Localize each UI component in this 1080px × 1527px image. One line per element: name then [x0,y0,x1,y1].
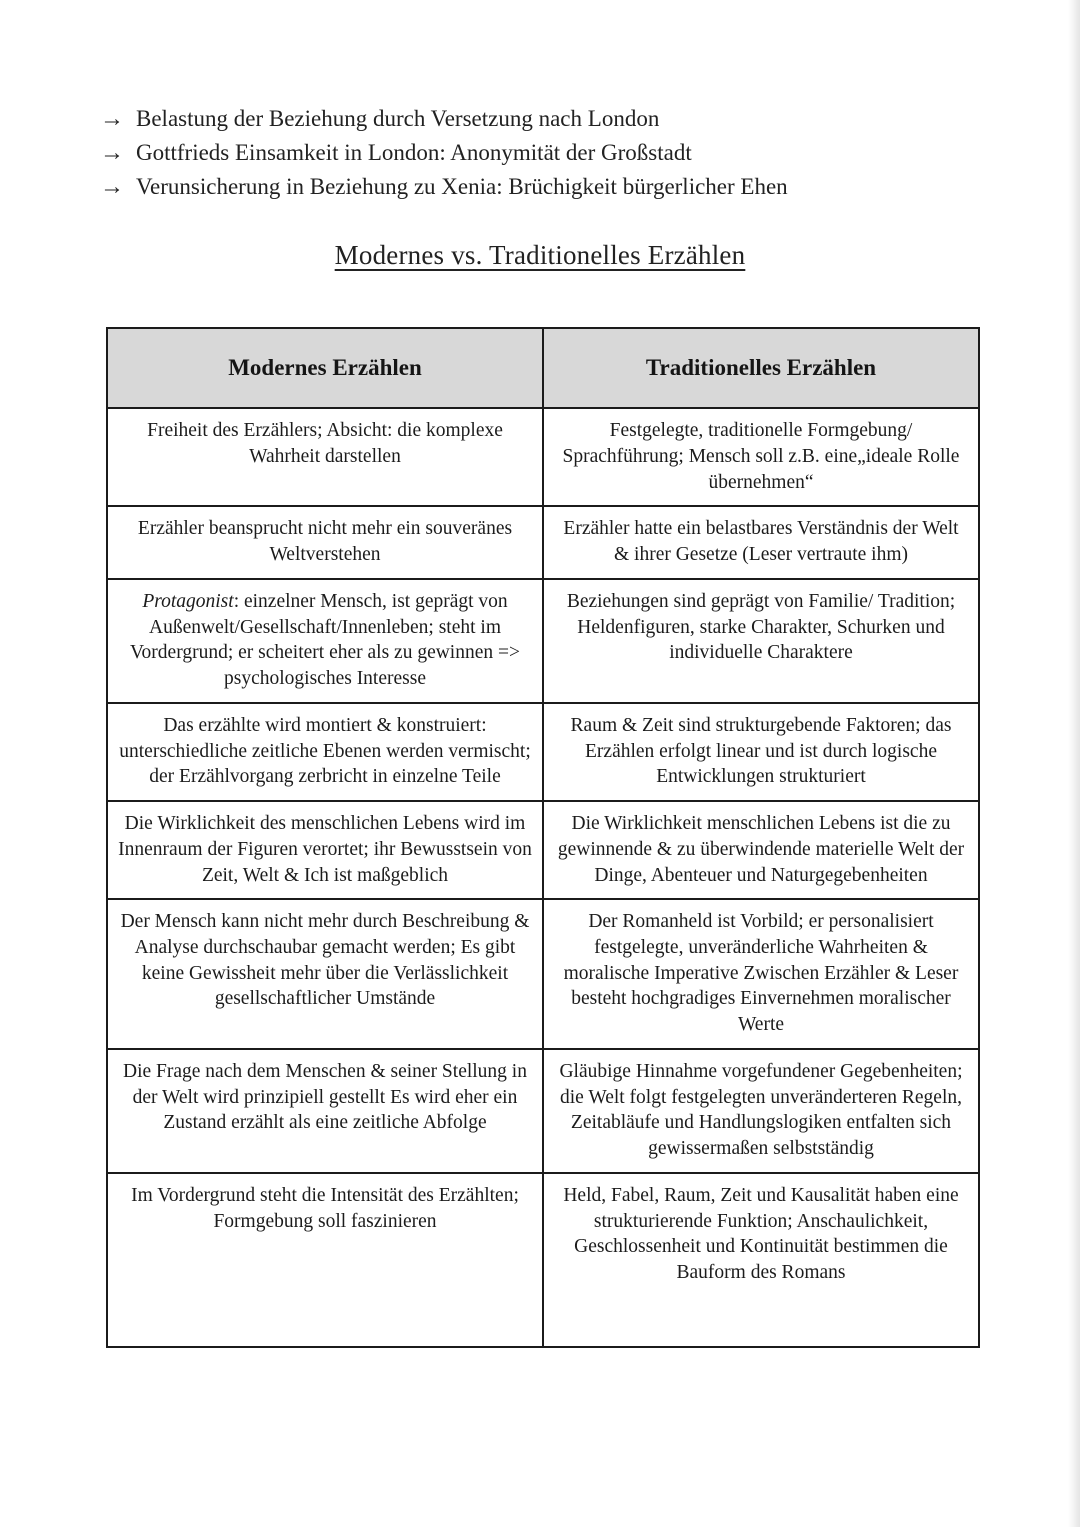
arrow-icon: → [100,174,124,201]
table-cell-modern: Die Frage nach dem Menschen & seiner Stellung in der Welt wird prinzipiell gestellt Es wird eher ein Zustand erzählt als eine zeitliche Abfolge [107,1049,543,1173]
table-cell-modern: Erzähler beansprucht nicht mehr ein souveränes Weltverstehen [107,506,543,578]
table-row [107,801,979,899]
protagonist-italic: Protagonist [142,590,234,612]
table-row [107,506,979,578]
table-cell-traditional: Beziehungen sind geprägt von Familie/ Tradition; Heldenfiguren, starke Charakter, Schurken und individuelle Charaktere [543,579,979,703]
page-edge-shadow [1068,0,1080,1527]
table-cell-traditional: Die Wirklichkeit menschlichen Lebens ist die zu gewinnende & zu überwindende materielle Welt der Dinge, Abenteuer und Naturgegebenheiten [543,801,979,899]
table-cell-traditional: Erzähler hatte ein belastbares Verständnis der Welt & ihrer Gesetze (Leser vertraute ihm) [543,506,979,578]
table-cell-modern: Die Wirklichkeit des menschlichen Lebens wird im Innenraum der Figuren verortet; ihr Bewusstsein von Zeit, Welt & Ich ist maßgeblich [107,801,543,899]
table-cell-traditional: Der Romanheld ist Vorbild; er personalisiert festgelegte, unveränderliche Wahrheiten & moralische Imperative Zwischen Erzähler & Leser besteht hochgradiges Einvernehmen moralischer Werte [543,899,979,1049]
table-row [107,408,979,506]
table-row [107,703,979,801]
column-header-modern: Modernes Erzählen [107,328,543,408]
table-row [107,1173,979,1347]
table-cell-modern: Das erzählte wird montiert & konstruiert: unterschiedliche zeitliche Ebenen werden vermischt; der Erzählvorgang zerbricht in einzelne Teile [107,703,543,801]
table-cell-traditional: Festgelegte, traditionelle Formgebung/ Sprachführung; Mensch soll z.B. eine„ideale Rolle übernehmen“ [543,408,979,506]
bullet-text: Gottfrieds Einsamkeit in London: Anonymität der Großstadt [136,140,692,166]
table-cell-modern: Im Vordergrund steht die Intensität des Erzählten; Formgebung soll faszinieren [107,1173,543,1347]
table-cell-traditional: Held, Fabel, Raum, Zeit und Kausalität haben eine strukturierende Funktion; Anschaulichkeit, Geschlossenheit und Kontinuität bestimmen die Bauform des Romans [543,1173,979,1347]
column-header-traditional: Traditionelles Erzählen [543,328,979,408]
protagonist-rest: : einzelner Mensch, ist geprägt von Außenwelt/Gesellschaft/Innenleben; steht im Vordergrund; er scheitert eher als zu gewinnen => psychologisches Interesse [129,590,521,690]
bullet-item [100,170,980,204]
arrow-icon: → [100,106,124,132]
comparison-table [106,327,980,1348]
table-row [107,1049,979,1173]
bullet-item [100,102,980,136]
table-cell-modern [107,579,543,703]
bullet-text: Belastung der Beziehung durch Versetzung nach London [136,106,660,131]
bullet-list [100,102,980,204]
table-cell-traditional: Gläubige Hinnahme vorgefundener Gegebenheiten; die Welt folgt festgelegten unveränderteren Regeln, Zeitabläufe und Handlungslogiken entfalten sich gewissermaßen selbstständig [543,1049,979,1173]
table-row [107,899,979,1049]
table-cell-traditional: Raum & Zeit sind strukturgebende Faktoren; das Erzählen erfolgt linear und ist durch logische Entwicklungen strukturiert [543,703,979,801]
page-title: Modernes vs. Traditionelles Erzählen [334,240,746,271]
table-row [107,579,979,703]
bullet-item [100,136,980,170]
arrow-icon: → [100,140,124,167]
bullet-text: Verunsicherung in Beziehung zu Xenia: Brüchigkeit bürgerlicher Ehen [136,174,788,200]
table-cell-modern: Der Mensch kann nicht mehr durch Beschreibung & Analyse durchschaubar gemacht werden; Es gibt keine Gewissheit mehr über die Verlässlichkeit gesellschaftlicher Umstände [107,899,543,1049]
table-header-row [107,328,979,408]
table-cell-modern: Freiheit des Erzählers; Absicht: die komplexe Wahrheit darstellen [107,408,543,506]
